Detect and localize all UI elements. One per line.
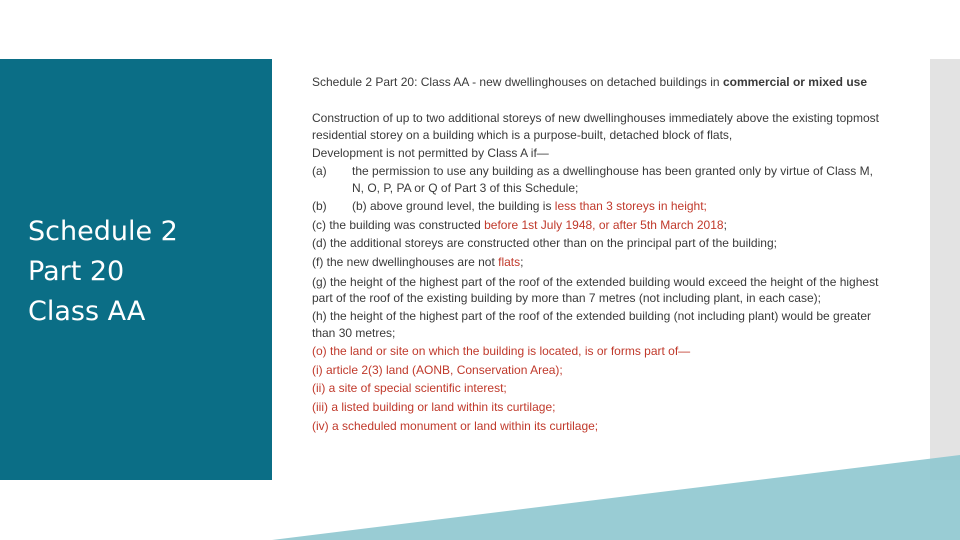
condition-c-end: ; [723,217,727,232]
schedule-text [312,74,887,435]
condition-h: (h) the height of the highest part of the roof of the extended building (not including plant) would be greater than 30 metres; [312,308,872,340]
condition-b-highlight: less than 3 storeys in height; [554,198,707,213]
condition-f-highlight: flats [498,255,521,270]
condition-c-text: (c) the building was constructed [312,217,485,232]
slide-title-line-2: Part 20 [28,256,125,287]
right-gray-strip [930,59,960,480]
condition-b-label: (b) [312,198,327,213]
condition-a-label: (a) [312,163,327,178]
section-heading [312,74,887,91]
intro-paragraph: Construction of up to two additional storeys of new dwellinghouses immediately above the existing topmost residential storey on a building which is a purpose-built, detached block of flats, [312,111,879,142]
condition-o-sub-iii: (iii) a listed building or land within its curtilage; [312,399,556,414]
slide-title-line-3: Class AA [28,296,146,327]
condition-a-text: the permission to use any building as a dwellinghouse has been granted only by virtue of Class M, N, O, P, PA or Q of Part 3 of this Schedule; [352,163,873,195]
condition-o: (o) the land or site on which the building is located, is or forms part of— [312,343,691,358]
heading-bold-text: commercial or mixed use [722,75,868,89]
condition-o-sub-i: (i) article 2(3) land (AONB, Conservation Area); [312,362,563,377]
condition-c [312,216,887,235]
condition-f-text: (f) the new dwellinghouses are not [312,255,499,270]
condition-a [312,163,887,197]
condition-o-sub-iv: (iv) a scheduled monument or land within its curtilage; [312,418,599,433]
condition-d: (d) the additional storeys are constructed other than on the principal part of the building; [312,236,777,251]
condition-b-text: (b) above ground level, the building is [352,198,555,213]
condition-f [312,253,887,272]
slide-title-line-1: Schedule 2 [28,216,178,247]
slide-title [28,212,258,332]
heading-text: Schedule 2 Part 20: Class AA - new dwellinghouses on detached buildings in [312,75,723,89]
condition-f-end: ; [520,255,524,270]
condition-b [312,197,887,216]
condition-o-sub-ii: (ii) a site of special scientific interest; [312,381,507,396]
not-permitted-line: Development is not permitted by Class A if— [312,146,549,160]
condition-g: (g) the height of the highest part of the roof of the extended building would exceed the height of the highest part of the roof of the existing building by more than 7 metres (not including plant, in each case); [312,274,879,305]
condition-c-highlight: before 1st July 1948, or after 5th March 2018 [484,217,724,232]
